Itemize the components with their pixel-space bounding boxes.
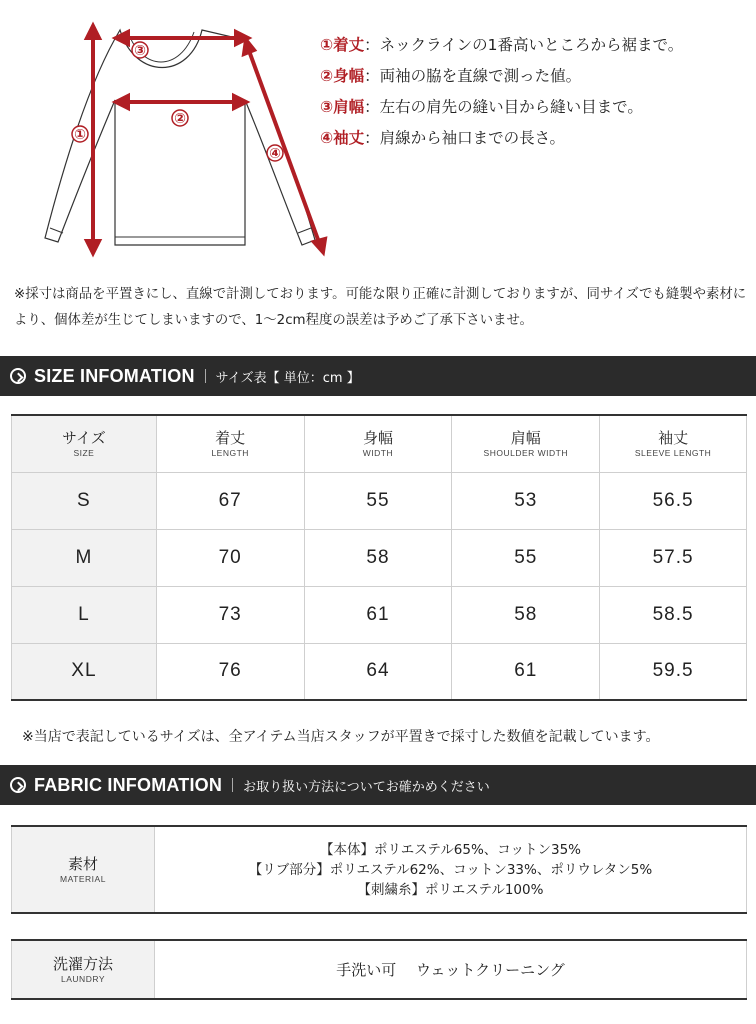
table-row <box>12 643 747 700</box>
size-section-title: SIZE INFOMATION <box>34 365 195 386</box>
size-table <box>11 414 747 701</box>
row-shoulder: 61 <box>452 643 600 700</box>
row-sleeve: 56.5 <box>600 472 747 529</box>
row-shoulder: 58 <box>452 586 600 643</box>
measurement-note: ※採寸は商品を平置きにし、直線で計測しております。可能な限り正確に計測しておりますが、同サイズでも縫製や素材により、個体差が生じてしまいますので、1〜2cm程度の誤差は予めご了承下さいませ。 <box>14 287 747 328</box>
row-size: L <box>12 586 157 643</box>
laundry-label: 洗濯方法 LAUNDRY <box>12 940 155 999</box>
material-label: 素材 MATERIAL <box>12 826 155 913</box>
row-length: 73 <box>156 586 304 643</box>
header-length: 着丈 LENGTH <box>156 415 304 472</box>
row-size: XL <box>12 643 157 700</box>
marker-length: ① <box>74 127 86 143</box>
marker-sleeve: ④ <box>269 146 281 162</box>
material-line: 【リブ部分】ポリエステル62%、コットン33%、ポリウレタン5% <box>248 861 653 878</box>
legend-row-sleeve: ④袖丈：肩線から袖口までの長さ。 <box>320 129 566 147</box>
legend-row-shoulder: ③肩幅：左右の肩先の縫い目から縫い目まで。 <box>320 98 643 116</box>
size-section-header <box>0 356 756 396</box>
material-table <box>11 825 747 914</box>
legend-row-width: ②身幅：両袖の脇を直線で測った値。 <box>320 67 582 85</box>
laundry-row <box>12 940 747 999</box>
header-divider <box>205 369 206 383</box>
row-width: 58 <box>304 529 452 586</box>
fabric-section-title: FABRIC INFOMATION <box>34 774 223 795</box>
row-sleeve: 59.5 <box>600 643 747 700</box>
sleeve-arrow <box>248 48 320 245</box>
material-line: 【本体】ポリエステル65%、コットン35% <box>319 841 582 858</box>
laundry-value: 手洗い可 ウェットクリーニング <box>155 940 747 999</box>
row-shoulder: 53 <box>452 472 600 529</box>
row-length: 67 <box>156 472 304 529</box>
size-section-subtitle: サイズ表【 単位：cm 】 <box>215 370 360 386</box>
garment-diagram <box>30 20 340 260</box>
fabric-section-subtitle: お取り扱い方法についてお確かめください <box>243 779 490 795</box>
row-shoulder: 55 <box>452 529 600 586</box>
header-width: 身幅 WIDTH <box>304 415 452 472</box>
chevron-circle-icon <box>10 368 26 384</box>
chevron-circle-icon <box>10 777 26 793</box>
row-width: 64 <box>304 643 452 700</box>
row-size: M <box>12 529 157 586</box>
row-sleeve: 58.5 <box>600 586 747 643</box>
marker-width: ② <box>174 111 186 127</box>
header-sleeve: 袖丈 SLEEVE LENGTH <box>600 415 747 472</box>
row-sleeve: 57.5 <box>600 529 747 586</box>
header-size: サイズ SIZE <box>12 415 157 472</box>
table-row <box>12 586 747 643</box>
laundry-table <box>11 939 747 1000</box>
material-row <box>12 826 747 913</box>
row-length: 76 <box>156 643 304 700</box>
header-shoulder: 肩幅 SHOULDER WIDTH <box>452 415 600 472</box>
row-width: 61 <box>304 586 452 643</box>
size-table-header <box>12 415 747 472</box>
marker-shoulder: ③ <box>134 43 146 59</box>
header-divider <box>232 778 233 792</box>
material-value <box>155 826 747 913</box>
table-row <box>12 472 747 529</box>
fabric-section-header <box>0 765 756 805</box>
row-length: 70 <box>156 529 304 586</box>
measurement-legend <box>320 30 750 154</box>
table-row <box>12 529 747 586</box>
material-line: 【刺繍糸】ポリエステル100% <box>357 881 544 898</box>
store-size-note: ※当店で表記しているサイズは、全アイテム当店スタッフが平置きで採寸した数値を記載しています。 <box>22 729 660 745</box>
legend-row-length: ①着丈：ネックラインの1番高いところから裾まで。 <box>320 36 684 54</box>
row-width: 55 <box>304 472 452 529</box>
row-size: S <box>12 472 157 529</box>
